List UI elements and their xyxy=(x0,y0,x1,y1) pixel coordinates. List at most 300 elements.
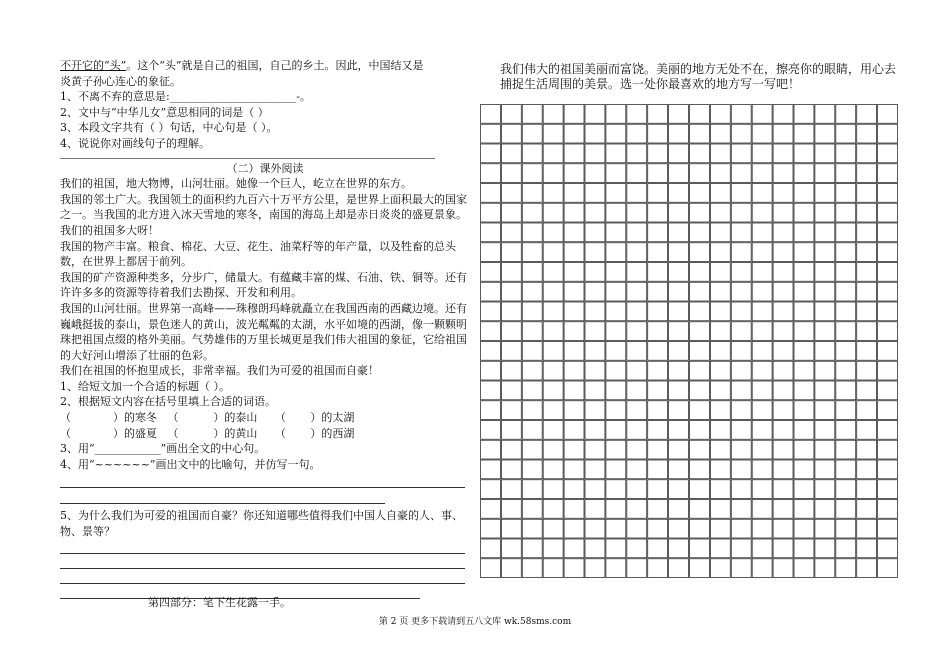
grid-cell[interactable] xyxy=(501,401,521,420)
grid-cell[interactable] xyxy=(690,124,710,143)
grid-cell[interactable] xyxy=(857,223,877,242)
grid-cell[interactable] xyxy=(815,361,835,380)
grid-cell[interactable] xyxy=(710,381,730,400)
grid-cell[interactable] xyxy=(773,381,793,400)
grid-cell[interactable] xyxy=(878,519,898,538)
grid-cell[interactable] xyxy=(794,519,814,538)
grid-cell[interactable] xyxy=(794,460,814,479)
grid-cell[interactable] xyxy=(585,263,605,282)
grid-cell[interactable] xyxy=(522,361,542,380)
grid-cell[interactable] xyxy=(501,243,521,262)
grid-cell[interactable] xyxy=(690,421,710,440)
grid-cell[interactable] xyxy=(522,559,542,578)
grid-cell[interactable] xyxy=(794,144,814,163)
answer-line[interactable] xyxy=(60,554,465,569)
grid-cell[interactable] xyxy=(481,440,501,459)
grid-cell[interactable] xyxy=(773,184,793,203)
grid-cell[interactable] xyxy=(543,460,563,479)
grid-cell[interactable] xyxy=(522,223,542,242)
grid-cell[interactable] xyxy=(627,124,647,143)
grid-cell[interactable] xyxy=(836,124,856,143)
grid-cell[interactable] xyxy=(585,460,605,479)
grid-cell[interactable] xyxy=(648,144,668,163)
grid-cell[interactable] xyxy=(564,440,584,459)
grid-cell[interactable] xyxy=(710,322,730,341)
grid-cell[interactable] xyxy=(752,500,772,519)
grid-cell[interactable] xyxy=(627,105,647,124)
grid-cell[interactable] xyxy=(522,124,542,143)
grid-cell[interactable] xyxy=(501,144,521,163)
grid-cell[interactable] xyxy=(731,282,751,301)
grid-cell[interactable] xyxy=(627,401,647,420)
grid-cell[interactable] xyxy=(815,243,835,262)
grid-cell[interactable] xyxy=(585,421,605,440)
grid-cell[interactable] xyxy=(857,302,877,321)
grid-cell[interactable] xyxy=(752,263,772,282)
grid-cell[interactable] xyxy=(815,184,835,203)
grid-cell[interactable] xyxy=(606,243,626,262)
grid-cell[interactable] xyxy=(690,519,710,538)
grid-cell[interactable] xyxy=(606,164,626,183)
grid-cell[interactable] xyxy=(752,164,772,183)
grid-cell[interactable] xyxy=(606,381,626,400)
answer-line[interactable] xyxy=(60,540,465,554)
grid-cell[interactable] xyxy=(627,144,647,163)
grid-cell[interactable] xyxy=(648,243,668,262)
grid-cell[interactable] xyxy=(794,302,814,321)
grid-cell[interactable] xyxy=(585,124,605,143)
grid-cell[interactable] xyxy=(648,401,668,420)
grid-cell[interactable] xyxy=(752,322,772,341)
grid-cell[interactable] xyxy=(501,105,521,124)
grid-cell[interactable] xyxy=(627,519,647,538)
grid-cell[interactable] xyxy=(794,322,814,341)
grid-cell[interactable] xyxy=(648,440,668,459)
grid-cell[interactable] xyxy=(773,480,793,499)
grid-cell[interactable] xyxy=(606,361,626,380)
grid-cell[interactable] xyxy=(543,124,563,143)
grid-cell[interactable] xyxy=(752,105,772,124)
grid-cell[interactable] xyxy=(627,223,647,242)
grid-cell[interactable] xyxy=(564,144,584,163)
grid-cell[interactable] xyxy=(543,421,563,440)
grid-cell[interactable] xyxy=(878,203,898,222)
grid-cell[interactable] xyxy=(522,342,542,361)
grid-cell[interactable] xyxy=(585,144,605,163)
grid-cell[interactable] xyxy=(773,144,793,163)
grid-cell[interactable] xyxy=(878,500,898,519)
grid-cell[interactable] xyxy=(522,480,542,499)
grid-cell[interactable] xyxy=(648,203,668,222)
grid-cell[interactable] xyxy=(606,263,626,282)
grid-cell[interactable] xyxy=(731,559,751,578)
grid-cell[interactable] xyxy=(836,519,856,538)
grid-cell[interactable] xyxy=(522,243,542,262)
grid-cell[interactable] xyxy=(690,322,710,341)
grid-cell[interactable] xyxy=(815,342,835,361)
grid-cell[interactable] xyxy=(752,184,772,203)
grid-cell[interactable] xyxy=(481,105,501,124)
grid-cell[interactable] xyxy=(794,480,814,499)
grid-cell[interactable] xyxy=(543,361,563,380)
grid-cell[interactable] xyxy=(857,105,877,124)
grid-cell[interactable] xyxy=(669,361,689,380)
grid-cell[interactable] xyxy=(878,144,898,163)
grid-cell[interactable] xyxy=(878,539,898,558)
grid-cell[interactable] xyxy=(773,361,793,380)
grid-cell[interactable] xyxy=(857,164,877,183)
grid-cell[interactable] xyxy=(773,223,793,242)
grid-cell[interactable] xyxy=(522,440,542,459)
grid-cell[interactable] xyxy=(585,480,605,499)
grid-cell[interactable] xyxy=(522,460,542,479)
grid-cell[interactable] xyxy=(731,381,751,400)
grid-cell[interactable] xyxy=(501,184,521,203)
grid-cell[interactable] xyxy=(522,144,542,163)
grid-cell[interactable] xyxy=(731,164,751,183)
grid-cell[interactable] xyxy=(857,282,877,301)
grid-cell[interactable] xyxy=(878,342,898,361)
grid-cell[interactable] xyxy=(648,361,668,380)
grid-cell[interactable] xyxy=(836,144,856,163)
grid-cell[interactable] xyxy=(836,381,856,400)
grid-cell[interactable] xyxy=(836,184,856,203)
grid-cell[interactable] xyxy=(648,342,668,361)
grid-cell[interactable] xyxy=(648,559,668,578)
grid-cell[interactable] xyxy=(481,184,501,203)
grid-cell[interactable] xyxy=(585,105,605,124)
grid-cell[interactable] xyxy=(481,401,501,420)
grid-cell[interactable] xyxy=(564,401,584,420)
writing-grid[interactable] xyxy=(480,104,898,578)
grid-cell[interactable] xyxy=(648,184,668,203)
grid-cell[interactable] xyxy=(648,480,668,499)
grid-cell[interactable] xyxy=(585,243,605,262)
grid-cell[interactable] xyxy=(627,381,647,400)
grid-cell[interactable] xyxy=(857,401,877,420)
grid-cell[interactable] xyxy=(543,500,563,519)
grid-cell[interactable] xyxy=(710,539,730,558)
grid-cell[interactable] xyxy=(585,381,605,400)
grid-cell[interactable] xyxy=(710,559,730,578)
grid-cell[interactable] xyxy=(606,322,626,341)
grid-cell[interactable] xyxy=(794,263,814,282)
grid-cell[interactable] xyxy=(669,500,689,519)
grid-cell[interactable] xyxy=(731,480,751,499)
grid-cell[interactable] xyxy=(794,440,814,459)
grid-cell[interactable] xyxy=(522,539,542,558)
grid-cell[interactable] xyxy=(752,519,772,538)
grid-cell[interactable] xyxy=(878,559,898,578)
grid-cell[interactable] xyxy=(710,401,730,420)
grid-cell[interactable] xyxy=(501,440,521,459)
grid-cell[interactable] xyxy=(836,322,856,341)
grid-cell[interactable] xyxy=(627,480,647,499)
grid-cell[interactable] xyxy=(690,500,710,519)
grid-cell[interactable] xyxy=(522,105,542,124)
grid-cell[interactable] xyxy=(710,203,730,222)
grid-cell[interactable] xyxy=(878,282,898,301)
grid-cell[interactable] xyxy=(627,440,647,459)
grid-cell[interactable] xyxy=(731,460,751,479)
grid-cell[interactable] xyxy=(522,203,542,222)
grid-cell[interactable] xyxy=(794,223,814,242)
grid-cell[interactable] xyxy=(731,342,751,361)
grid-cell[interactable] xyxy=(752,480,772,499)
grid-cell[interactable] xyxy=(731,223,751,242)
grid-cell[interactable] xyxy=(669,144,689,163)
grid-cell[interactable] xyxy=(857,184,877,203)
grid-cell[interactable] xyxy=(669,480,689,499)
grid-cell[interactable] xyxy=(606,460,626,479)
grid-cell[interactable] xyxy=(606,184,626,203)
grid-cell[interactable] xyxy=(815,480,835,499)
grid-cell[interactable] xyxy=(690,381,710,400)
grid-cell[interactable] xyxy=(543,559,563,578)
grid-cell[interactable] xyxy=(543,302,563,321)
grid-cell[interactable] xyxy=(481,480,501,499)
grid-cell[interactable] xyxy=(710,440,730,459)
grid-cell[interactable] xyxy=(731,243,751,262)
grid-cell[interactable] xyxy=(731,302,751,321)
grid-cell[interactable] xyxy=(585,440,605,459)
grid-cell[interactable] xyxy=(773,401,793,420)
grid-cell[interactable] xyxy=(773,519,793,538)
grid-cell[interactable] xyxy=(815,519,835,538)
grid-cell[interactable] xyxy=(564,342,584,361)
grid-cell[interactable] xyxy=(815,559,835,578)
grid-cell[interactable] xyxy=(648,282,668,301)
grid-cell[interactable] xyxy=(794,124,814,143)
grid-cell[interactable] xyxy=(815,381,835,400)
grid-cell[interactable] xyxy=(690,144,710,163)
grid-cell[interactable] xyxy=(878,460,898,479)
grid-cell[interactable] xyxy=(752,282,772,301)
grid-cell[interactable] xyxy=(731,500,751,519)
grid-cell[interactable] xyxy=(648,124,668,143)
grid-cell[interactable] xyxy=(606,282,626,301)
grid-cell[interactable] xyxy=(773,421,793,440)
grid-cell[interactable] xyxy=(585,500,605,519)
grid-cell[interactable] xyxy=(752,460,772,479)
grid-cell[interactable] xyxy=(522,282,542,301)
grid-cell[interactable] xyxy=(648,539,668,558)
grid-cell[interactable] xyxy=(690,361,710,380)
grid-cell[interactable] xyxy=(857,519,877,538)
grid-cell[interactable] xyxy=(669,539,689,558)
grid-cell[interactable] xyxy=(794,401,814,420)
grid-cell[interactable] xyxy=(815,421,835,440)
grid-cell[interactable] xyxy=(481,124,501,143)
grid-cell[interactable] xyxy=(731,401,751,420)
grid-cell[interactable] xyxy=(501,539,521,558)
grid-cell[interactable] xyxy=(648,223,668,242)
grid-cell[interactable] xyxy=(878,263,898,282)
grid-cell[interactable] xyxy=(564,302,584,321)
grid-cell[interactable] xyxy=(585,302,605,321)
grid-cell[interactable] xyxy=(752,342,772,361)
grid-cell[interactable] xyxy=(710,361,730,380)
grid-cell[interactable] xyxy=(606,480,626,499)
grid-cell[interactable] xyxy=(878,243,898,262)
grid-cell[interactable] xyxy=(585,342,605,361)
grid-cell[interactable] xyxy=(857,203,877,222)
grid-cell[interactable] xyxy=(606,342,626,361)
grid-cell[interactable] xyxy=(648,105,668,124)
grid-cell[interactable] xyxy=(543,282,563,301)
grid-cell[interactable] xyxy=(669,164,689,183)
grid-cell[interactable] xyxy=(857,322,877,341)
grid-cell[interactable] xyxy=(543,223,563,242)
grid-cell[interactable] xyxy=(627,559,647,578)
grid-cell[interactable] xyxy=(669,440,689,459)
grid-cell[interactable] xyxy=(481,282,501,301)
grid-cell[interactable] xyxy=(585,361,605,380)
grid-cell[interactable] xyxy=(606,302,626,321)
grid-cell[interactable] xyxy=(606,440,626,459)
grid-cell[interactable] xyxy=(543,243,563,262)
grid-cell[interactable] xyxy=(752,302,772,321)
grid-cell[interactable] xyxy=(794,381,814,400)
grid-cell[interactable] xyxy=(501,322,521,341)
grid-cell[interactable] xyxy=(836,223,856,242)
grid-cell[interactable] xyxy=(857,124,877,143)
grid-cell[interactable] xyxy=(731,184,751,203)
grid-cell[interactable] xyxy=(878,164,898,183)
grid-cell[interactable] xyxy=(481,381,501,400)
grid-cell[interactable] xyxy=(669,322,689,341)
grid-cell[interactable] xyxy=(710,124,730,143)
grid-cell[interactable] xyxy=(627,164,647,183)
grid-cell[interactable] xyxy=(731,263,751,282)
grid-cell[interactable] xyxy=(564,421,584,440)
grid-cell[interactable] xyxy=(731,519,751,538)
grid-cell[interactable] xyxy=(731,322,751,341)
grid-cell[interactable] xyxy=(794,342,814,361)
grid-cell[interactable] xyxy=(669,559,689,578)
grid-cell[interactable] xyxy=(669,342,689,361)
grid-cell[interactable] xyxy=(752,223,772,242)
grid-cell[interactable] xyxy=(564,164,584,183)
grid-cell[interactable] xyxy=(585,223,605,242)
grid-cell[interactable] xyxy=(857,342,877,361)
grid-cell[interactable] xyxy=(836,500,856,519)
grid-cell[interactable] xyxy=(815,539,835,558)
grid-cell[interactable] xyxy=(710,243,730,262)
grid-cell[interactable] xyxy=(669,243,689,262)
grid-cell[interactable] xyxy=(794,361,814,380)
grid-cell[interactable] xyxy=(543,164,563,183)
grid-cell[interactable] xyxy=(836,302,856,321)
grid-cell[interactable] xyxy=(564,243,584,262)
grid-cell[interactable] xyxy=(773,440,793,459)
grid-cell[interactable] xyxy=(501,381,521,400)
grid-cell[interactable] xyxy=(794,105,814,124)
grid-cell[interactable] xyxy=(710,342,730,361)
grid-cell[interactable] xyxy=(815,401,835,420)
grid-cell[interactable] xyxy=(585,164,605,183)
grid-cell[interactable] xyxy=(815,302,835,321)
grid-cell[interactable] xyxy=(669,302,689,321)
grid-cell[interactable] xyxy=(481,322,501,341)
grid-cell[interactable] xyxy=(836,282,856,301)
grid-cell[interactable] xyxy=(648,519,668,538)
grid-cell[interactable] xyxy=(627,460,647,479)
grid-cell[interactable] xyxy=(815,105,835,124)
grid-cell[interactable] xyxy=(815,263,835,282)
grid-cell[interactable] xyxy=(627,203,647,222)
grid-cell[interactable] xyxy=(878,361,898,380)
grid-cell[interactable] xyxy=(481,342,501,361)
grid-cell[interactable] xyxy=(648,460,668,479)
grid-cell[interactable] xyxy=(481,559,501,578)
grid-cell[interactable] xyxy=(794,282,814,301)
grid-cell[interactable] xyxy=(669,223,689,242)
grid-cell[interactable] xyxy=(543,342,563,361)
grid-cell[interactable] xyxy=(690,282,710,301)
grid-cell[interactable] xyxy=(481,203,501,222)
grid-cell[interactable] xyxy=(481,519,501,538)
grid-cell[interactable] xyxy=(690,342,710,361)
grid-cell[interactable] xyxy=(794,500,814,519)
grid-cell[interactable] xyxy=(773,302,793,321)
grid-cell[interactable] xyxy=(606,401,626,420)
grid-cell[interactable] xyxy=(773,105,793,124)
grid-cell[interactable] xyxy=(836,342,856,361)
grid-cell[interactable] xyxy=(585,184,605,203)
grid-cell[interactable] xyxy=(564,203,584,222)
grid-cell[interactable] xyxy=(773,460,793,479)
grid-cell[interactable] xyxy=(710,519,730,538)
grid-cell[interactable] xyxy=(606,223,626,242)
grid-cell[interactable] xyxy=(564,539,584,558)
grid-cell[interactable] xyxy=(481,144,501,163)
grid-cell[interactable] xyxy=(522,401,542,420)
grid-cell[interactable] xyxy=(585,203,605,222)
grid-cell[interactable] xyxy=(836,401,856,420)
grid-cell[interactable] xyxy=(606,559,626,578)
grid-cell[interactable] xyxy=(690,184,710,203)
grid-cell[interactable] xyxy=(564,282,584,301)
grid-cell[interactable] xyxy=(543,519,563,538)
grid-cell[interactable] xyxy=(669,421,689,440)
grid-cell[interactable] xyxy=(878,401,898,420)
grid-cell[interactable] xyxy=(690,223,710,242)
grid-cell[interactable] xyxy=(710,184,730,203)
grid-cell[interactable] xyxy=(543,440,563,459)
grid-cell[interactable] xyxy=(857,480,877,499)
grid-cell[interactable] xyxy=(773,500,793,519)
grid-cell[interactable] xyxy=(836,539,856,558)
grid-cell[interactable] xyxy=(773,322,793,341)
grid-cell[interactable] xyxy=(501,460,521,479)
grid-cell[interactable] xyxy=(648,381,668,400)
grid-cell[interactable] xyxy=(690,440,710,459)
grid-cell[interactable] xyxy=(501,480,521,499)
grid-cell[interactable] xyxy=(731,361,751,380)
grid-cell[interactable] xyxy=(585,322,605,341)
grid-cell[interactable] xyxy=(543,144,563,163)
grid-cell[interactable] xyxy=(752,203,772,222)
grid-cell[interactable] xyxy=(627,500,647,519)
grid-cell[interactable] xyxy=(481,243,501,262)
grid-cell[interactable] xyxy=(815,164,835,183)
grid-cell[interactable] xyxy=(585,401,605,420)
grid-cell[interactable] xyxy=(690,460,710,479)
grid-cell[interactable] xyxy=(857,381,877,400)
grid-cell[interactable] xyxy=(857,440,877,459)
grid-cell[interactable] xyxy=(481,361,501,380)
